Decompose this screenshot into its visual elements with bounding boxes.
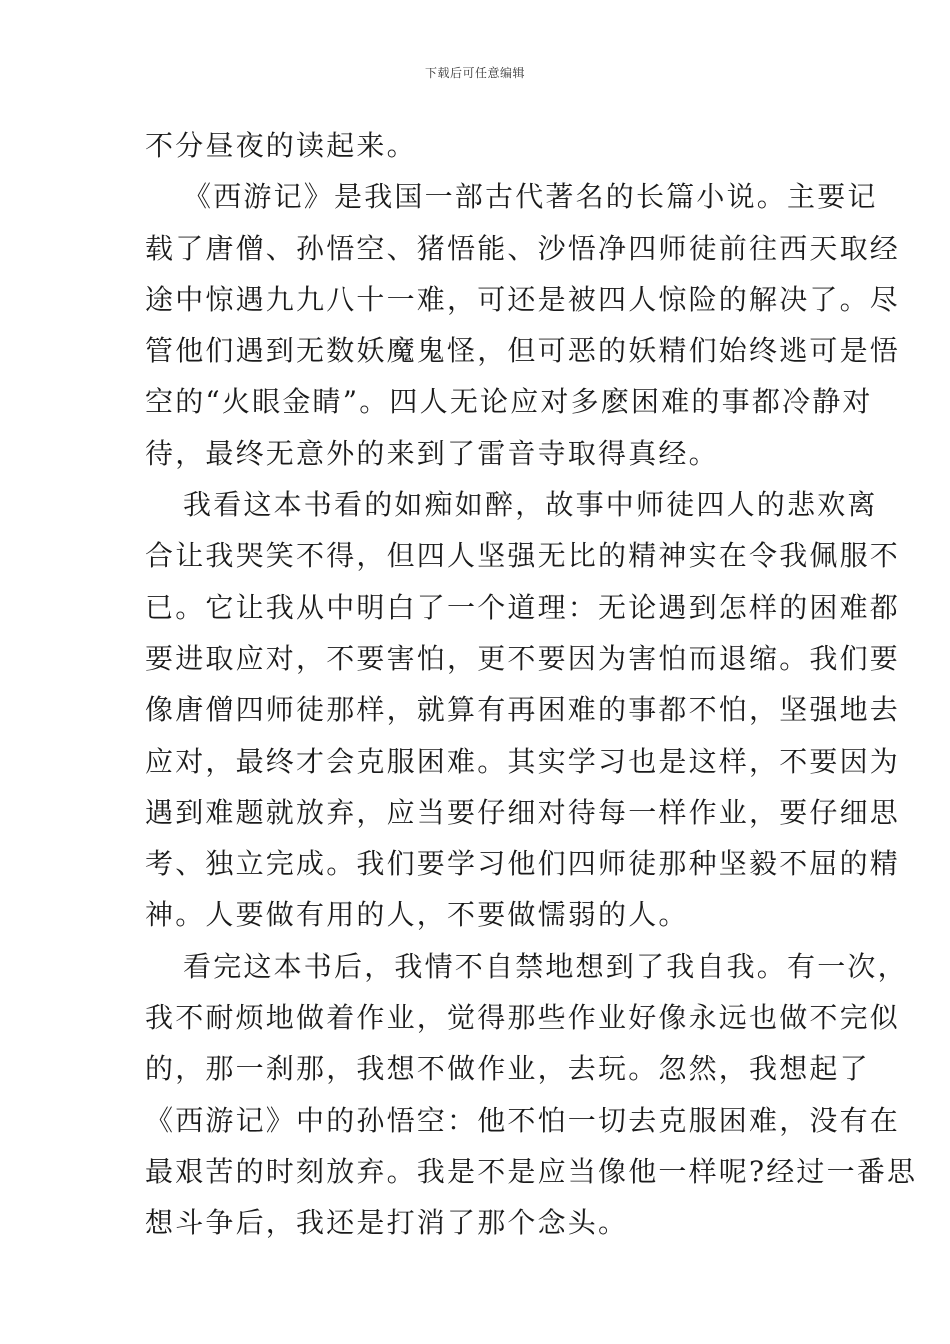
- text-line: 考、独立完成。我们要学习他们四师徒那种坚毅不屈的精: [145, 847, 901, 881]
- text-line: 途中惊遇九九八十一难，可还是被四人惊险的解决了。尽: [145, 282, 901, 316]
- text-line: 最艰苦的时刻放弃。我是不是应当像他一样呢?经过一番思: [145, 1154, 918, 1188]
- text-line: 想斗争后，我还是打消了那个念头。: [145, 1206, 629, 1240]
- document-body: [145, 120, 918, 1249]
- text-line: 我不耐烦地做着作业，觉得那些作业好像永远也做不完似: [145, 1001, 901, 1035]
- text-line: 待，最终无意外的来到了雷音寺取得真经。: [145, 436, 719, 470]
- text-line: 应对，最终才会克服困难。其实学习也是这样，不要因为: [145, 744, 901, 778]
- text-line: 已。它让我从中明白了一个道理：无论遇到怎样的困难都: [145, 590, 901, 624]
- text-line: 遇到难题就放弃，应当要仔细对待每一样作业，要仔细思: [145, 795, 901, 829]
- text-line: 不分昼夜的读起来。: [145, 129, 417, 162]
- text-line: 的，那一刹那，我想不做作业，去玩。忽然，我想起了: [145, 1052, 870, 1086]
- text-line: 《西游记》中的孙悟空：他不怕一切去克服困难，没有在: [145, 1103, 901, 1137]
- text-line: 要进取应对，不要害怕，更不要因为害怕而退缩。我们要: [145, 641, 901, 675]
- text-line: 载了唐僧、孙悟空、猪悟能、沙悟净四师徒前往西天取经: [145, 231, 901, 265]
- text-line: 合让我哭笑不得，但四人坚强无比的精神实在令我佩服不: [145, 539, 901, 573]
- text-line: 像唐僧四师徒那样，就算有再困难的事都不怕，坚强地去: [145, 693, 901, 727]
- paragraph-first-line: 《西游记》是我国一部古代著名的长篇小说。主要记: [183, 180, 878, 214]
- paragraph-first-line: 看完这本书后，我情不自禁地想到了我自我。有一次，: [183, 949, 908, 983]
- text-line: 空的“火眼金睛”。四人无论应对多麽困难的事都冷静对: [145, 385, 873, 419]
- page-header: 下载后可任意编辑: [424, 66, 525, 80]
- text-line: 管他们遇到无数妖魔鬼怪，但可恶的妖精们始终逃可是悟: [145, 334, 901, 368]
- paragraph-first-line: 我看这本书看的如痴如醉，故事中师徒四人的悲欢离: [183, 488, 878, 522]
- text-line: 神。人要做有用的人，不要做懦弱的人。: [145, 898, 689, 932]
